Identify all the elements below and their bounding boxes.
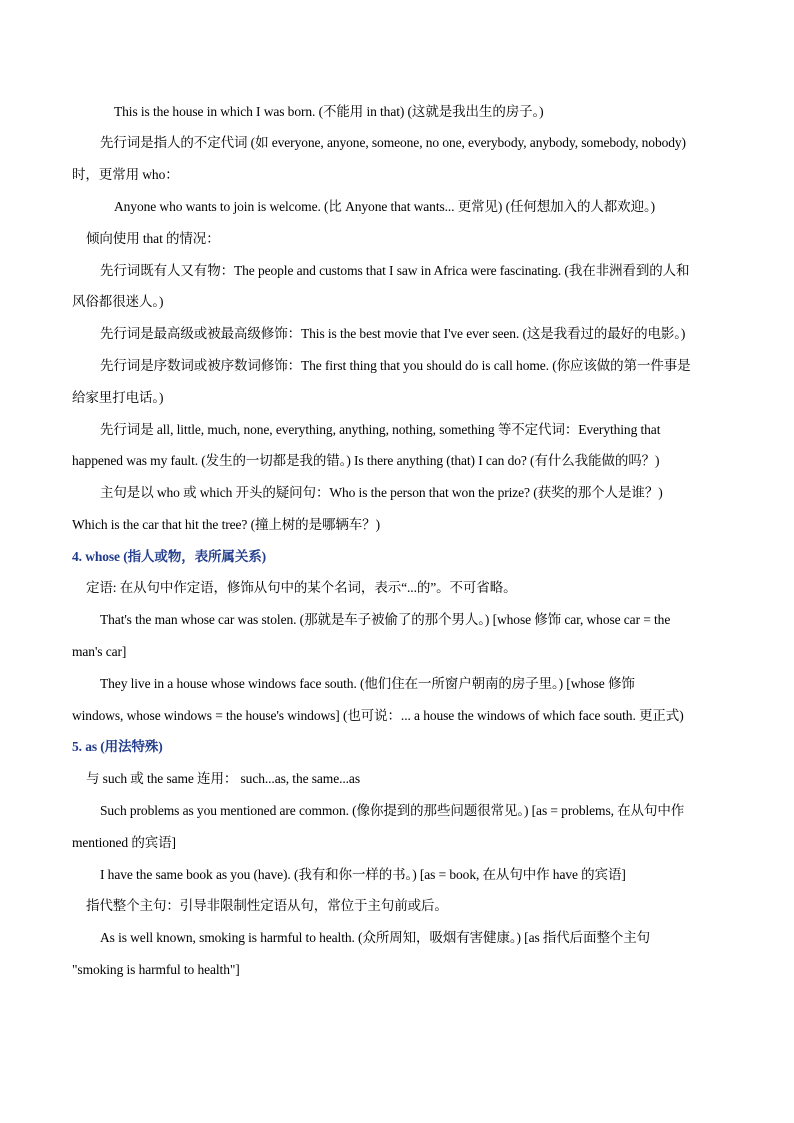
definition-text: 指代整个主句：引导非限制性定语从句，常位于主句前或后。 [86,898,448,913]
subheading-that: 倾向使用 that 的情况： [86,231,220,246]
rule-text-cont: 时，更常用 who： [72,167,179,182]
example-sentence: I have the same book as you (have). (我有和你一样的书。) [as = book, 在从句中作 have 的宾语] [100,867,626,882]
example-sentence-cont: man's car] [72,644,127,659]
rule-text-cont: 风俗都很迷人。) [72,294,164,309]
rule-text: 先行词是最高级或被最高级修饰：This is the best movie that I've ever seen. (这是我看过的最好的电影。) [100,326,686,341]
section-heading-whose: 4. whose (指人或物，表所属关系) [72,549,267,564]
example-sentence: That's the man whose car was stolen. (那就是车子被偷了的那个男人。) [whose 修饰 car, whose car = the [100,612,671,627]
example-sentence: This is the house in which I was born. (不能用 in that) (这就是我出生的房子。) [114,104,544,119]
definition-text: 与 such 或 the same 连用： such...as, the same...as [86,771,360,786]
rule-text-cont: Which is the car that hit the tree? (撞上树的是哪辆车？) [72,517,380,532]
rule-text: 先行词既有人又有物：The people and customs that I saw in Africa were fascinating. (我在非洲看到的人和 [100,263,690,278]
example-sentence: They live in a house whose windows face south. (他们住在一所窗户朝南的房子里。) [whose 修饰 [100,676,635,691]
rule-text-cont: 给家里打电话。) [72,390,164,405]
rule-text: 先行词是指人的不定代词 (如 everyone, anyone, someone, no one, everybody, anybody, somebody, nobody) [100,135,686,150]
rule-text: 先行词是 all, little, much, none, everything, anything, nothing, something 等不定代词：Everything that [100,422,661,437]
section-heading-as: 5. as (用法特殊) [72,739,163,754]
example-sentence: Such problems as you mentioned are common. (像你提到的那些问题很常见。) [as = problems, 在从句中作 [100,803,685,818]
example-sentence: Anyone who wants to join is welcome. (比 Anyone that wants... 更常见) (任何想加入的人都欢迎。) [114,199,656,214]
example-sentence-cont: "smoking is harmful to health"] [72,962,240,977]
rule-text: 先行词是序数词或被序数词修饰：The first thing that you should do is call home. (你应该做的第一件事是 [100,358,691,373]
rule-text-cont: happened was my fault. (发生的一切都是我的错。) Is there anything (that) I can do? (有什么我能做的吗？) [72,453,660,468]
example-sentence-cont: windows, whose windows = the house's windows] (也可说：... a house the windows of which face south. 更正式) [72,708,684,723]
example-sentence-cont: mentioned 的宾语] [72,835,176,850]
example-sentence: As is well known, smoking is harmful to health. (众所周知，吸烟有害健康。) [as 指代后面整个主句 [100,930,651,945]
definition-text: 定语: 在从句中作定语，修饰从句中的某个名词，表示“...的”。不可省略。 [86,580,517,595]
rule-text: 主句是以 who 或 which 开头的疑问句：Who is the person that won the prize? (获奖的那个人是谁？) [100,485,663,500]
